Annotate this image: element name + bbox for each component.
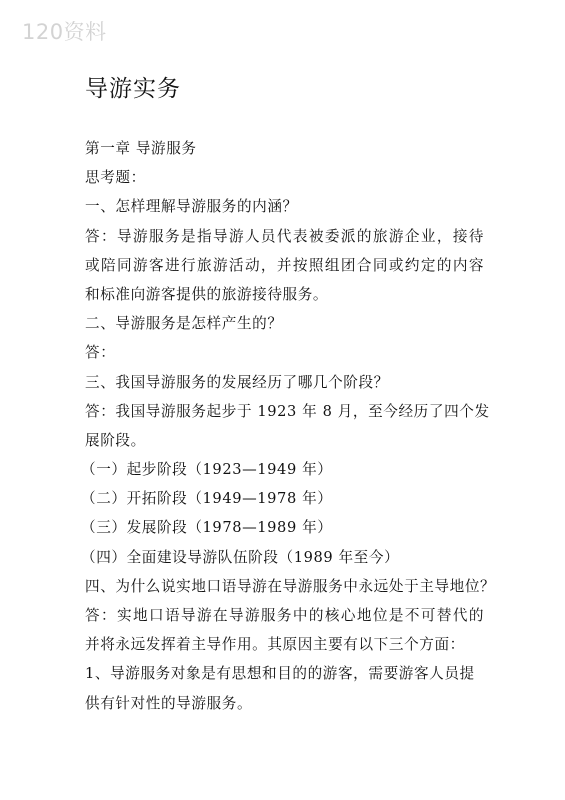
answer-1-line-1: 答：导游服务是指导游人员代表被委派的旅游企业，接待 <box>85 227 485 245</box>
answer-2: 答： <box>85 344 116 362</box>
stage-item-3: （三）发展阶段（1978—1989 年） <box>81 519 333 537</box>
question-1: 一、怎样理解导游服务的内涵？ <box>85 198 298 216</box>
answer-4-point-1-line-2: 供有针对性的导游服务。 <box>85 694 253 712</box>
stage-item-4: （四）全面建设导游队伍阶段（1989 年至今） <box>81 548 400 566</box>
document-body <box>81 134 505 718</box>
answer-1-line-3: 和标准向游客提供的旅游接待服务。 <box>85 285 329 303</box>
watermark-logo: 120资料 <box>22 20 107 44</box>
answer-4-line-1: 答：实地口语导游在导游服务中的核心地位是不可替代的 <box>85 607 485 624</box>
answer-4-point-1-line-1: 1、导游服务对象是有思想和目的的游客，需要游客人员提 <box>85 665 475 683</box>
stage-item-2: （二）开拓阶段（1949—1978 年） <box>81 490 333 508</box>
answer-3-line-1: 答：我国导游服务起步于 1923 年 8 月，至今经历了四个发 <box>85 402 490 420</box>
chapter-heading: 第一章 导游服务 <box>85 140 197 157</box>
question-4: 四、为什么说实地口语导游在导游服务中永远处于主导地位？ <box>85 577 496 595</box>
answer-3-line-2: 展阶段。 <box>85 431 146 449</box>
answer-1-line-2: 或陪同游客进行旅游活动，并按照组团合同或约定的内容 <box>85 256 485 274</box>
answer-4-line-2: 并将永远发挥着主导作用。其原因主要有以下三个方面： <box>85 636 465 654</box>
document-title: 导游实务 <box>85 76 181 102</box>
question-2: 二、导游服务是怎样产生的？ <box>85 315 283 333</box>
section-label: 思考题： <box>85 169 146 187</box>
question-3: 三、我国导游服务的发展经历了哪几个阶段？ <box>85 373 389 391</box>
stage-item-1: （一）起步阶段（1923—1949 年） <box>81 461 333 479</box>
